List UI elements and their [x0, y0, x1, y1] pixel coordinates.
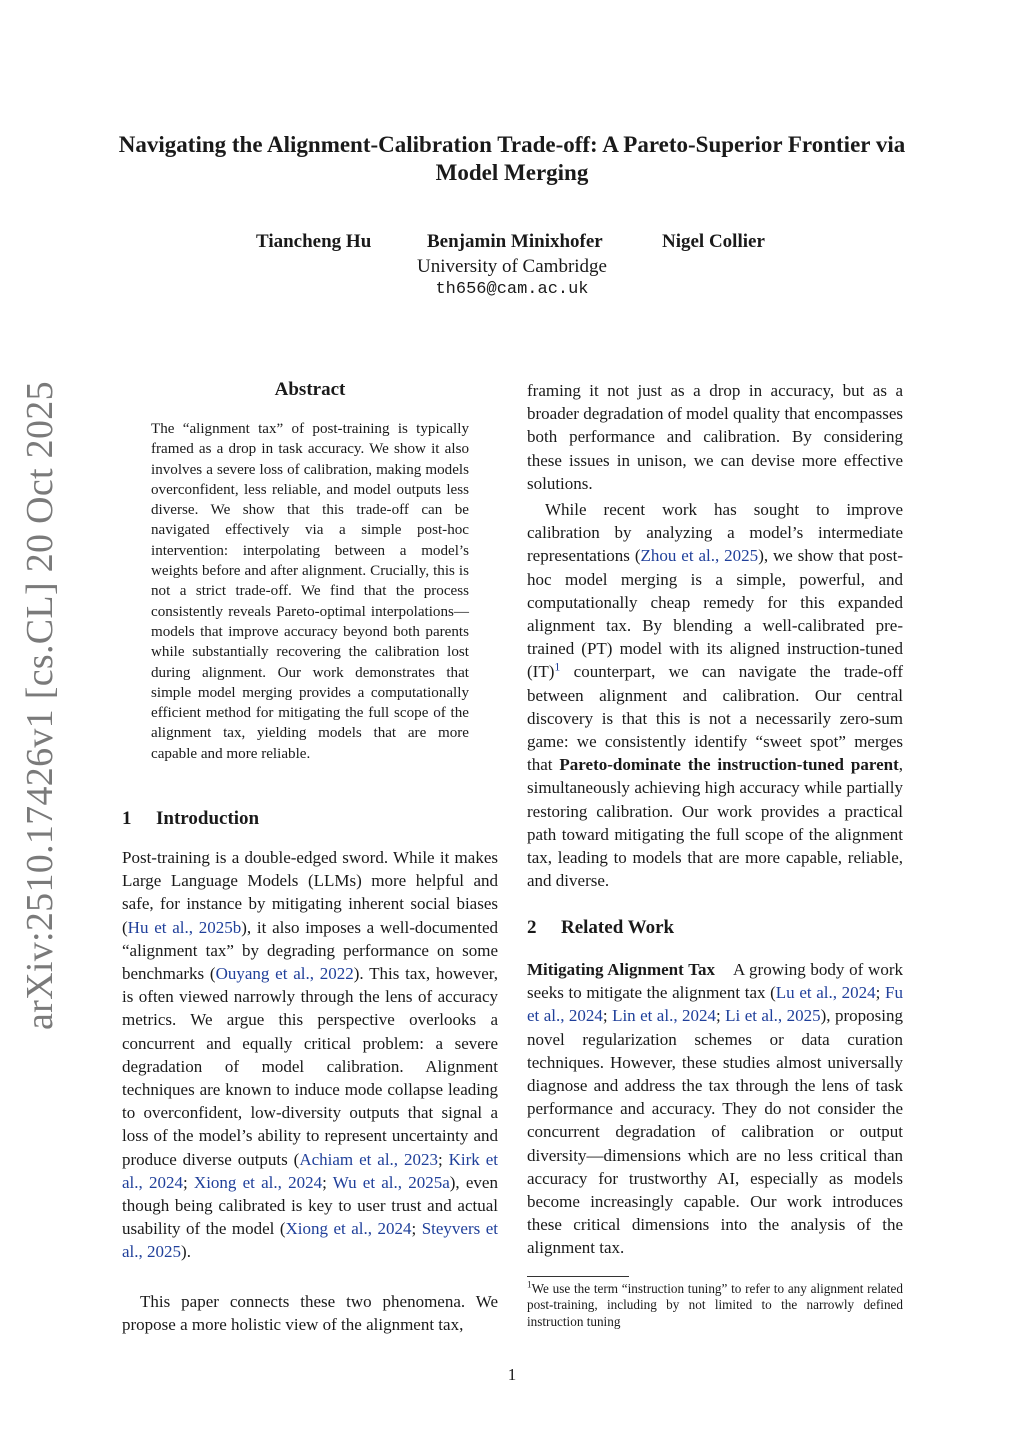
body-text: A growing body of work seeks to mitigate the alignment tax (: [527, 960, 903, 1003]
related-work-paragraph: [527, 958, 903, 1260]
separator: ;: [437, 1149, 449, 1169]
body-text: While recent work has sought to improve calibration by analyzing a model’s intermediate representations (: [527, 500, 903, 566]
body-text: ). This tax, however, is often viewed narrowly through the lens of accuracy metrics. We argue this perspective overlooks a concurrent and equally critical problem: a severe degradation of model calibration. Alignment techniques are known to induce mode collapse leading to overconfident, low-diversity outputs that signal a loss of the model’s ability to represent uncertainty and produce diverse outputs (: [122, 964, 498, 1169]
citation-link[interactable]: Zhou et al., 2025: [640, 546, 759, 566]
separator: ;: [411, 1219, 422, 1239]
body-text: , simultaneously achieving high accuracy while partially restoring calibration. Our work provides a practical path toward mitigating the full scope of the alignment tax, leading to models that are more capable, reliable, and diverse.: [527, 755, 904, 891]
author-3: Nigel Collier: [662, 231, 765, 252]
body-text: counterpart, we can navigate the trade-off between alignment and calibration. Our central discovery is that this is not a necessarily zero-sum game: we consistently identify “sweet spot” merges that: [527, 662, 903, 775]
footnote: [527, 1281, 903, 1330]
bold-emphasis: Pareto-dominate the instruction-tuned parent: [559, 755, 899, 775]
author-email: th656@cam.ac.uk: [435, 280, 589, 299]
affiliation: University of Cambridge: [417, 256, 607, 277]
citation-link[interactable]: Li et al., 2025: [725, 1006, 821, 1026]
section-number: 2: [527, 917, 537, 938]
body-text: ), we show that post-hoc model merging is a simple, powerful, and computationally cheap remedy for this expanded alignment tax. By blending a well-calibrated pre-trained (PT) model with its aligned instruction-tuned (IT): [527, 546, 903, 682]
footnote-marker[interactable]: 1: [554, 659, 561, 674]
separator: ;: [602, 1006, 613, 1026]
body-text: ).: [181, 1242, 191, 1262]
section-title: Introduction: [156, 808, 260, 829]
section-heading-introduction: [122, 808, 259, 830]
paper-title: Navigating the Alignment-Calibration Trade-off: A Pareto-Superior Frontier via Model Merging: [118, 132, 906, 185]
author-1: Tiancheng Hu: [256, 231, 372, 252]
citation-link[interactable]: Steyvers et al., 2025: [122, 1219, 498, 1262]
arxiv-identifier: arXiv:2510.17426v1 [cs.CL] 20 Oct 2025: [19, 381, 61, 1030]
citation-link[interactable]: Wu et al., 2025a: [332, 1172, 450, 1192]
citation-link[interactable]: Achiam et al., 2023: [299, 1149, 438, 1169]
citation-link[interactable]: Lin et al., 2024: [612, 1006, 717, 1026]
separator: ;: [875, 983, 886, 1003]
citation-link[interactable]: Xiong et al., 2024: [285, 1219, 412, 1239]
paragraph-heading: Mitigating Alignment Tax: [527, 960, 715, 979]
intro-paragraph-4: [527, 498, 903, 892]
abstract-heading: Abstract: [274, 379, 346, 400]
intro-paragraph-2: This paper connects these two phenomena. We propose a more holistic view of the alignment tax,: [122, 1292, 498, 1335]
body-text: Post-training is a double-edged sword. While it makes Large Language Models (LLMs) more helpful and safe, for instance by mitigating inherent social biases (: [122, 848, 498, 937]
footnote-number: 1: [527, 1279, 532, 1290]
intro-paragraph-1: [122, 846, 498, 1264]
body-text: ), even though being calibrated is key to user trust and actual usability of the model (: [122, 1172, 498, 1239]
section-title: Related Work: [561, 917, 675, 938]
page-number: 1: [507, 1365, 517, 1384]
citation-link[interactable]: Hu et al., 2025b: [127, 917, 242, 937]
spacer: [715, 960, 733, 979]
footnote-divider: [527, 1276, 629, 1277]
body-text: ), proposing novel regularization schemes or data curation techniques. However, these studies almost universally diagnose and address the tax through the lens of task performance and accuracy. They do not consider the concurrent degradation of calibration or output diversity—dimensions which are no less critical than accuracy for trustworthy AI, especially as models become increasingly capable. Our work introduces these critical dimensions into the analysis of the alignment tax.: [527, 1006, 903, 1258]
separator: ;: [182, 1172, 194, 1192]
footnote-text: We use the term “instruction tuning” to refer to any alignment related post-training, including by not limited to the narrowly defined instruction tuning: [527, 1281, 903, 1329]
intro-paragraph-3: framing it not just as a drop in accuracy, but as a broader degradation of model quality that encompasses both performance and calibration. By considering these issues in unison, we can devise more effective solutions.: [527, 381, 903, 493]
citation-link[interactable]: Ouyang et al., 2022: [215, 964, 354, 984]
abstract-text: The “alignment tax” of post-training is typically framed as a drop in task accuracy. We show it also involves a severe loss of calibration, making models overconfident, less reliable, and model outputs less diverse. We show that this trade-off can be navigated effectively via a simple post-hoc intervention: interpolating between a model’s weights before and after alignment. Crucially, this is not a strict trade-off. We find that the process consistently reveals Pareto-optimal interpolations—models that improve accuracy beyond both parents while substantially recovering the calibration lost during alignment. Our work demonstrates that simple model merging provides a computationally efficient method for mitigating the full scope of the alignment tax, yielding models that are more capable and more reliable.: [151, 421, 469, 762]
body-text: ), it also imposes a well-documented “alignment tax” by degrading performance on some benchmarks (: [122, 917, 498, 984]
citation-link[interactable]: Lu et al., 2024: [775, 983, 876, 1003]
citation-link[interactable]: Kirk et al., 2024: [122, 1149, 498, 1192]
section-number: 1: [122, 808, 132, 829]
author-2: Benjamin Minixhofer: [427, 231, 603, 252]
separator: ;: [322, 1172, 333, 1192]
section-heading-related-work: [527, 917, 674, 939]
separator: ;: [716, 1006, 726, 1026]
citation-link[interactable]: Fu et al., 2024: [527, 983, 903, 1026]
citation-link[interactable]: Xiong et al., 2024: [193, 1172, 323, 1192]
